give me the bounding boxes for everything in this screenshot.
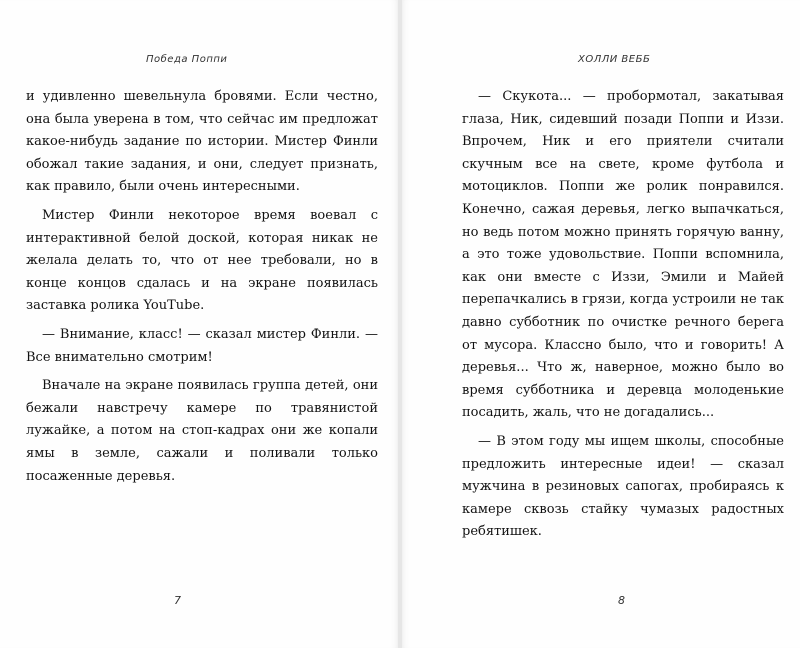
running-head-right: ХОЛЛИ ВЕББ xyxy=(578,54,651,65)
page-number-right: 8 xyxy=(618,594,625,607)
running-head-left: Победа Поппи xyxy=(146,54,228,65)
right-page-text xyxy=(462,86,784,544)
paragraph: Вначале на экране появилась группа детей, они бежали навстречу камере по травянистой лужайке, а потом на стоп-кадрах они же копали ямы в земле, сажали и поливали только посаженные деревья. xyxy=(26,378,378,484)
paragraph: — В этом году мы ищем школы, способные предложить интересные идеи! — сказал мужчина в резиновых сапогах, пробираясь к камере сквозь стайку чумазых радостных ребятишек. xyxy=(462,433,784,540)
right-page xyxy=(402,0,800,648)
paragraph: — Скукота... — пробормотал, закатывая глаза, Ник, сидевший позади Поппи и Иззи. Впрочем, Ник и его приятели считали скучным все на свете, кроме футбола и мотоциклов. Поппи же ролик понравился. Конечно, сажая деревья, легко выпачкаться, но ведь потом можно принять горячую ванну, а это тоже удовольствие. Поппи вспомнила, как они вместе с Иззи, Эмили и Майей перепачкались в грязи, когда устроили не так давно субботник по очистке речного берега от мусора. Классно было, что и говорить! А деревья... Что ж, наверное, можно было во время субботника и деревца молоденькие посадить, жаль, что не догадались... xyxy=(462,89,784,421)
paragraph: и удивленно шевельнула бровями. Если честно, она была уверена в том, что сейчас им предложат какое-нибудь задание по истории. Мистер Финли обожал такие задания, и они, следует признать, как правило, были очень интересными. xyxy=(26,89,378,195)
left-page-text xyxy=(26,86,378,488)
paragraph: — Внимание, класс! — сказал мистер Финли. — Все внимательно смотрим! xyxy=(26,326,378,365)
left-page xyxy=(0,0,398,648)
page-number-left: 7 xyxy=(174,594,181,607)
paragraph: Мистер Финли некоторое время воевал с интерактивной белой доской, которая никак не желала делать то, что от нее требовали, но в конце концов сдалась и на экране появилась заставка ролика YouTube. xyxy=(26,207,378,314)
